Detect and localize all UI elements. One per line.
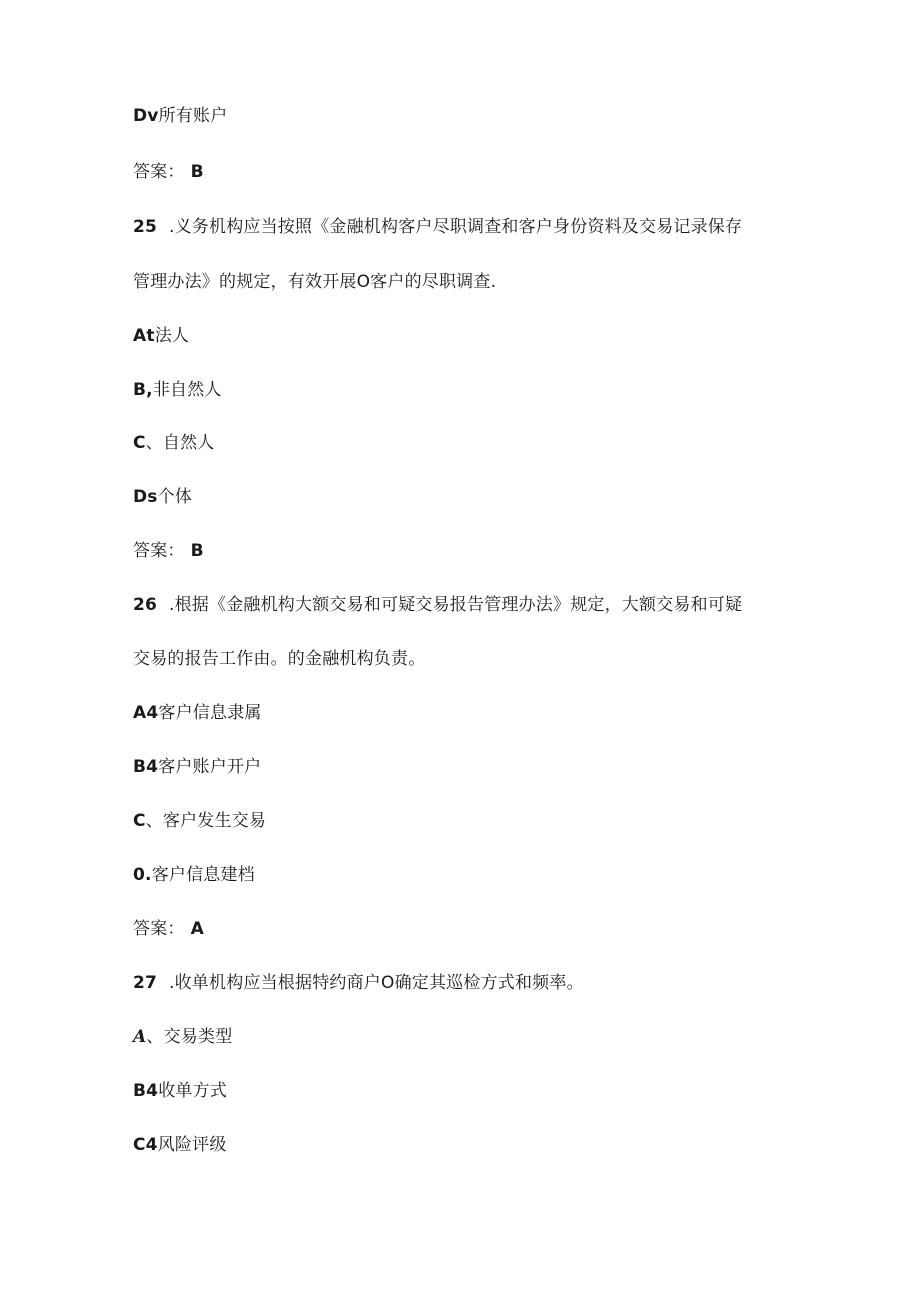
option-text: 、交易类型 bbox=[146, 1027, 233, 1047]
option-lead: B4 bbox=[133, 757, 159, 777]
question-number: 25 bbox=[133, 217, 158, 237]
question-number: 26 bbox=[133, 595, 158, 615]
answer-label: 答案： bbox=[133, 541, 185, 561]
option-text: 非自然人 bbox=[152, 380, 222, 400]
option-d-line bbox=[133, 106, 227, 126]
option-lead: A4 bbox=[133, 703, 159, 723]
option-text: 个体 bbox=[157, 487, 193, 507]
question-26-line-1 bbox=[133, 595, 742, 615]
question-25-line-2 bbox=[133, 272, 496, 292]
answer-key: A bbox=[190, 919, 204, 939]
option-lead: Dv bbox=[133, 106, 159, 126]
option-text: 客户信息隶属 bbox=[158, 703, 262, 723]
option-lead: At bbox=[133, 326, 155, 346]
option-lead: C4 bbox=[133, 1135, 158, 1155]
option-lead: A bbox=[133, 1027, 147, 1047]
option-lead: 0. bbox=[133, 865, 152, 885]
option-text: 、自然人 bbox=[145, 433, 215, 453]
option-a-line bbox=[133, 326, 189, 346]
option-c-line bbox=[133, 811, 266, 831]
option-lead: Ds bbox=[133, 487, 158, 507]
question-number: 27 bbox=[133, 973, 158, 993]
option-text: 所有账户 bbox=[158, 106, 228, 126]
option-text: 收单方式 bbox=[158, 1081, 227, 1101]
answer-line bbox=[133, 541, 204, 561]
option-c-line bbox=[133, 433, 215, 453]
answer-key: B bbox=[190, 541, 204, 561]
option-lead: C bbox=[133, 811, 146, 831]
option-lead: C bbox=[133, 433, 146, 453]
question-27-line-1 bbox=[133, 973, 584, 993]
option-text: 、客户发生交易 bbox=[145, 811, 267, 831]
question-text: 交易的报告工作由。的金融机构负责。 bbox=[133, 649, 426, 669]
question-text: 管理办法》的规定，有效开展O客户的尽职调查. bbox=[133, 272, 497, 292]
answer-line bbox=[133, 919, 204, 939]
question-text: .收单机构应当根据特约商户O确定其巡检方式和频率。 bbox=[169, 973, 584, 993]
option-lead: B, bbox=[133, 380, 153, 400]
option-text: 风险评级 bbox=[157, 1135, 227, 1155]
question-25-line-1 bbox=[133, 217, 742, 237]
option-a-line bbox=[133, 703, 262, 723]
option-c-line bbox=[133, 1135, 227, 1155]
option-text: 客户账户开户 bbox=[158, 757, 262, 777]
question-26-line-2 bbox=[133, 649, 425, 669]
option-text: 客户信息建档 bbox=[151, 865, 255, 885]
option-d-line bbox=[133, 865, 255, 885]
question-text: .义务机构应当按照《金融机构客户尽职调查和客户身份资料及交易记录保存 bbox=[169, 217, 743, 237]
answer-label: 答案： bbox=[133, 919, 185, 939]
answer-label: 答案： bbox=[133, 162, 185, 182]
option-a-line bbox=[133, 1027, 232, 1047]
answer-key: B bbox=[190, 162, 204, 182]
option-b-line bbox=[133, 380, 222, 400]
option-b-line bbox=[133, 757, 261, 777]
option-text: 法人 bbox=[154, 326, 190, 346]
option-lead: B4 bbox=[133, 1081, 159, 1101]
question-text: .根据《金融机构大额交易和可疑交易报告管理办法》规定，大额交易和可疑 bbox=[169, 595, 743, 615]
option-b-line bbox=[133, 1081, 227, 1101]
option-d-line bbox=[133, 487, 192, 507]
answer-line bbox=[133, 162, 204, 182]
